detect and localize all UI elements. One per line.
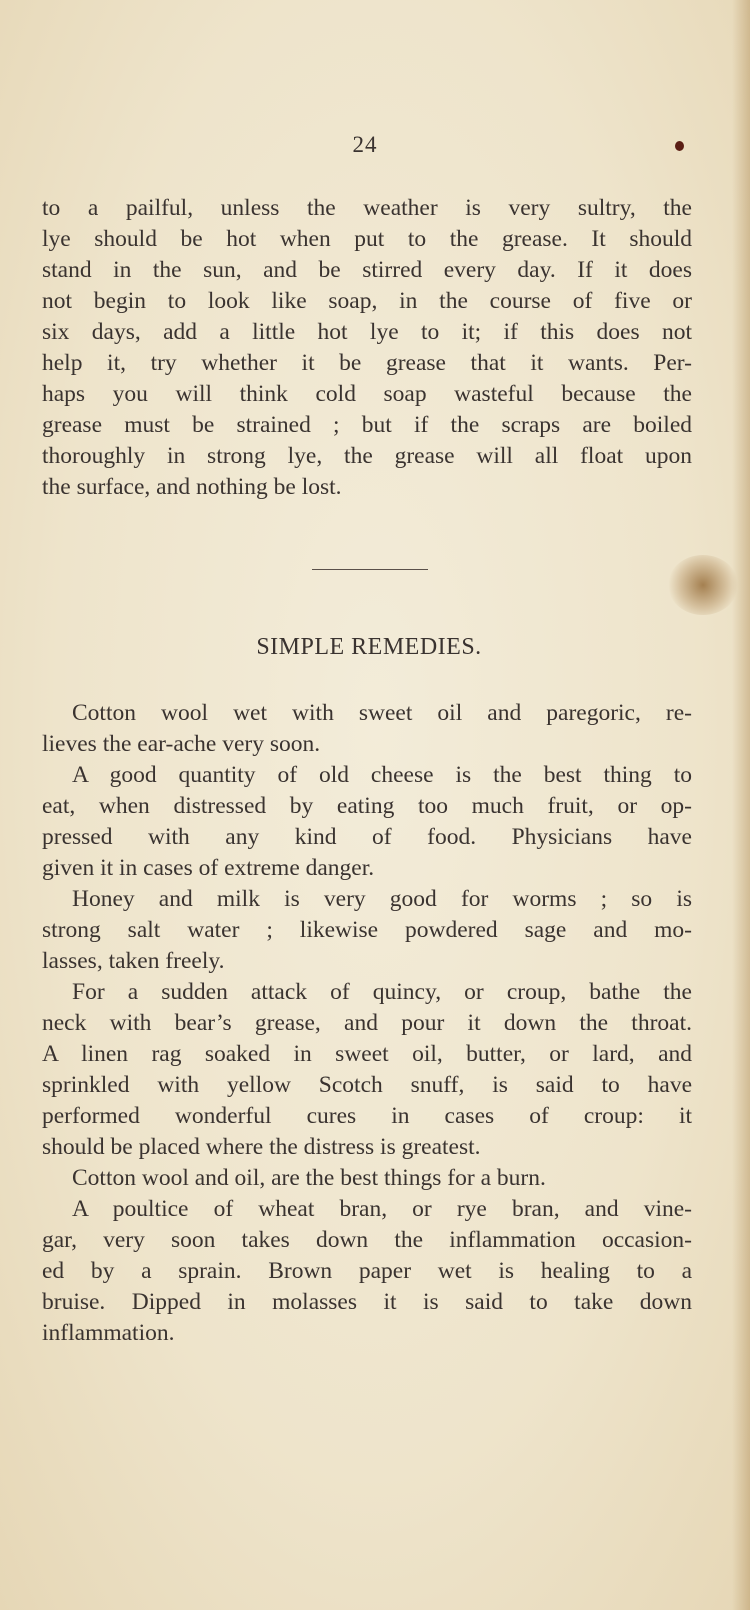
text-line: gar, very soon takes down the inflammation occasion- (42, 1227, 692, 1253)
text-line: strong salt water ; likewise powdered sage and mo- (42, 917, 692, 943)
text-line: grease must be strained ; but if the scraps are boiled (42, 412, 692, 438)
remedy-paragraph (42, 977, 692, 1163)
page-number (0, 132, 750, 158)
text-line: A poultice of wheat bran, or rye bran, and vine- (72, 1196, 692, 1222)
text-line: thoroughly in strong lye, the grease will all float upon (42, 443, 692, 469)
text-line: the surface, and nothing be lost. (42, 474, 342, 500)
remedy-paragraph (42, 884, 692, 977)
text-line: lye should be hot when put to the grease. It should (42, 226, 692, 252)
text-line: A linen rag soaked in sweet oil, butter, or lard, and (42, 1041, 692, 1067)
text-line: Honey and milk is very good for worms ; so is (72, 886, 692, 912)
text-line: lasses, taken freely. (42, 948, 225, 974)
text-line: eat, when distressed by eating too much fruit, or op- (42, 793, 692, 819)
text-line: should be placed where the distress is greatest. (42, 1134, 481, 1160)
text-line: inflammation. (42, 1320, 175, 1346)
page-stain (668, 555, 738, 615)
text-line: Cotton wool and oil, are the best things for a burn. (72, 1165, 546, 1191)
text-line: stand in the sun, and be stirred every day. If it does (42, 257, 692, 283)
page-edge-shading (732, 0, 750, 1610)
remedy-paragraph (42, 1194, 692, 1349)
text-line: A good quantity of old cheese is the best thing to (72, 762, 692, 788)
section-divider (312, 569, 428, 570)
text-line: six days, add a little hot lye to it; if this does not (42, 319, 692, 345)
text-line: For a sudden attack of quincy, or croup, bathe the (72, 979, 692, 1005)
remedy-paragraph (42, 1163, 692, 1194)
text-line: sprinkled with yellow Scotch snuff, is said to have (42, 1072, 692, 1098)
continued-paragraph (42, 193, 692, 503)
page-number-text: 24 (352, 132, 378, 157)
remedy-paragraph (42, 698, 692, 760)
text-line: performed wonderful cures in cases of croup: it (42, 1103, 692, 1129)
text-line: ed by a sprain. Brown paper wet is healing to a (42, 1258, 692, 1284)
text-line: neck with bear’s grease, and pour it down the throat. (42, 1010, 692, 1036)
remedy-paragraph (42, 760, 692, 884)
text-line: pressed with any kind of food. Physicians have (42, 824, 692, 850)
text-line: help it, try whether it be grease that it wants. Per- (42, 350, 692, 376)
text-line: Cotton wool wet with sweet oil and paregoric, re- (72, 700, 692, 726)
text-line: given it in cases of extreme danger. (42, 855, 375, 881)
text-line: lieves the ear-ache very soon. (42, 731, 321, 757)
text-line: not begin to look like soap, in the course of five or (42, 288, 692, 314)
section-heading: SIMPLE REMEDIES. (256, 634, 482, 660)
text-line: to a pailful, unless the weather is very sultry, the (42, 195, 692, 221)
text-line: haps you will think cold soap wasteful because the (42, 381, 692, 407)
remedies-list (42, 698, 692, 1349)
text-line: bruise. Dipped in molasses it is said to take down (42, 1289, 692, 1315)
